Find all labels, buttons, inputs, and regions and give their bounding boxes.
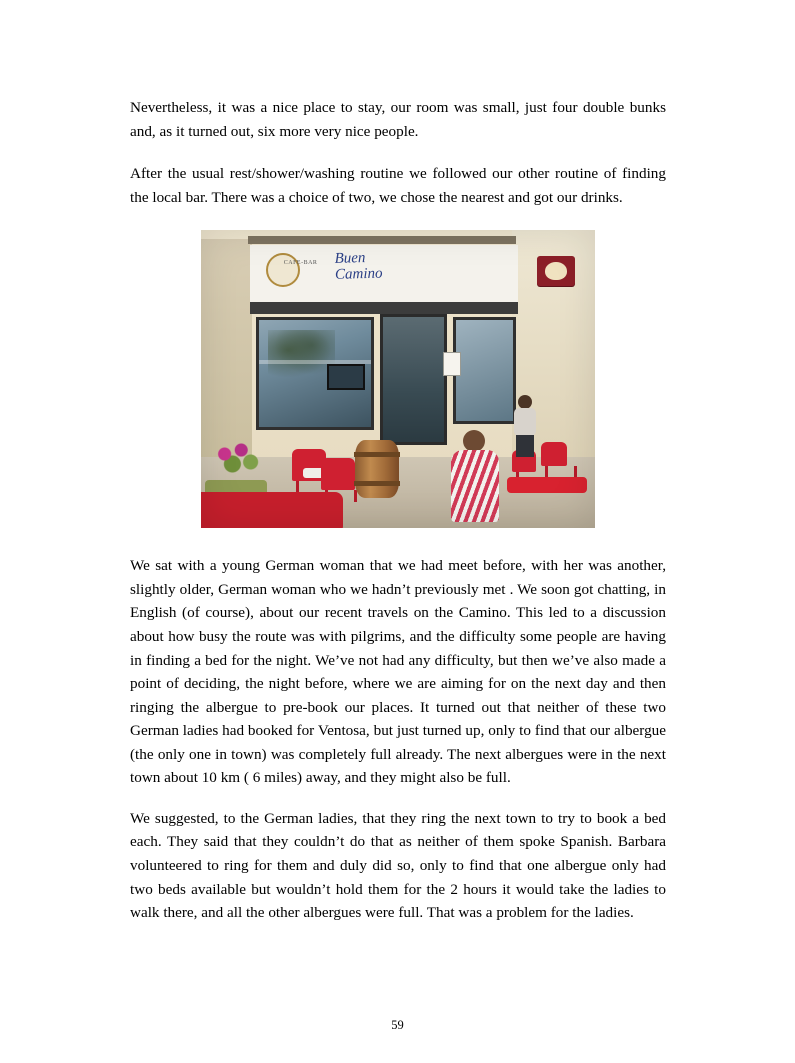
photo-tv-screen [327,364,365,390]
photo-sign-subtext: CAFE-BAR [283,260,318,267]
paragraph-4: We suggested, to the German ladies, that they ring the next town to try to book a bed each. They said that they couldn’t do that as neither of them spoke Spanish. Barbara volunteered to ring for them and duly did so, only to find that one albergue only had two beds available but wouldn’t hold them for the 2 hours it would take the ladies to walk there, and all the other albergues were full. That was a problem for the ladies. [130,809,666,922]
paragraph-3: We sat with a young German woman that we had meet before, with her was another, slightly older, German woman who we hadn’t previously met . We soon got chatting, in English (of course), about our recent travels on the Camino. This led to a discussion about how busy the route was with pilgrims, and the difficulty some people are having in finding a bed for the night. We’ve not had any difficulty, but then we’ve also made a point of deciding, the night before, where we are aiming for on the next day and then ringing the albergue to pre-book our places. It turned out that neither of these two German ladies had booked for Ventosa, but just turned up, only to find that our albergue (the only one in town) was completely full already. The next albergues were in the next town about 10 km ( 6 miles) away, and they might also be full. [130,557,666,787]
photo-foreground-red-table [201,492,343,528]
photo-sign-line-2: Camino [334,264,383,283]
photo-person-head [463,430,485,452]
photo-person-seated [449,430,501,522]
photo-sign-name [334,248,477,296]
paragraph-2: After the usual rest/shower/washing routine we followed our other routine of finding the local bar. There was a choice of two, we chose the nearest and got our drinks. [130,165,666,206]
photo-window-right [453,317,516,424]
page-content [130,96,666,942]
page-number: 59 [391,1018,404,1032]
photo-red-chair [541,442,567,466]
photo-awning [250,302,518,314]
photo-person-standing [512,395,538,457]
photo-red-chair [321,458,355,490]
photo-bar-logo [266,253,300,287]
photo-person-body [514,408,536,436]
photo-entrance-door [380,314,447,445]
photo-person-body [451,450,499,522]
photo-red-table [507,477,587,493]
photo-person-head [518,395,532,409]
photo-buen-camino-bar [201,230,595,528]
photo-camino-shell-sign [537,256,575,286]
photo-flower-planter-blooms [209,438,261,478]
photo-building-left-wing [201,239,252,463]
figure-cafe-photo [130,230,666,528]
photo-sign-line-1: Buen [334,249,366,267]
photo-menu-board [443,352,461,376]
photo-window-reflection [268,330,335,379]
photo-roofline [248,236,516,243]
photo-person-legs [516,435,534,457]
paragraph-1: Nevertheless, it was a nice place to stay, our room was small, just four double bunks and, as it turned out, six more very nice people. [130,99,666,140]
photo-wine-barrel-table [355,440,399,498]
